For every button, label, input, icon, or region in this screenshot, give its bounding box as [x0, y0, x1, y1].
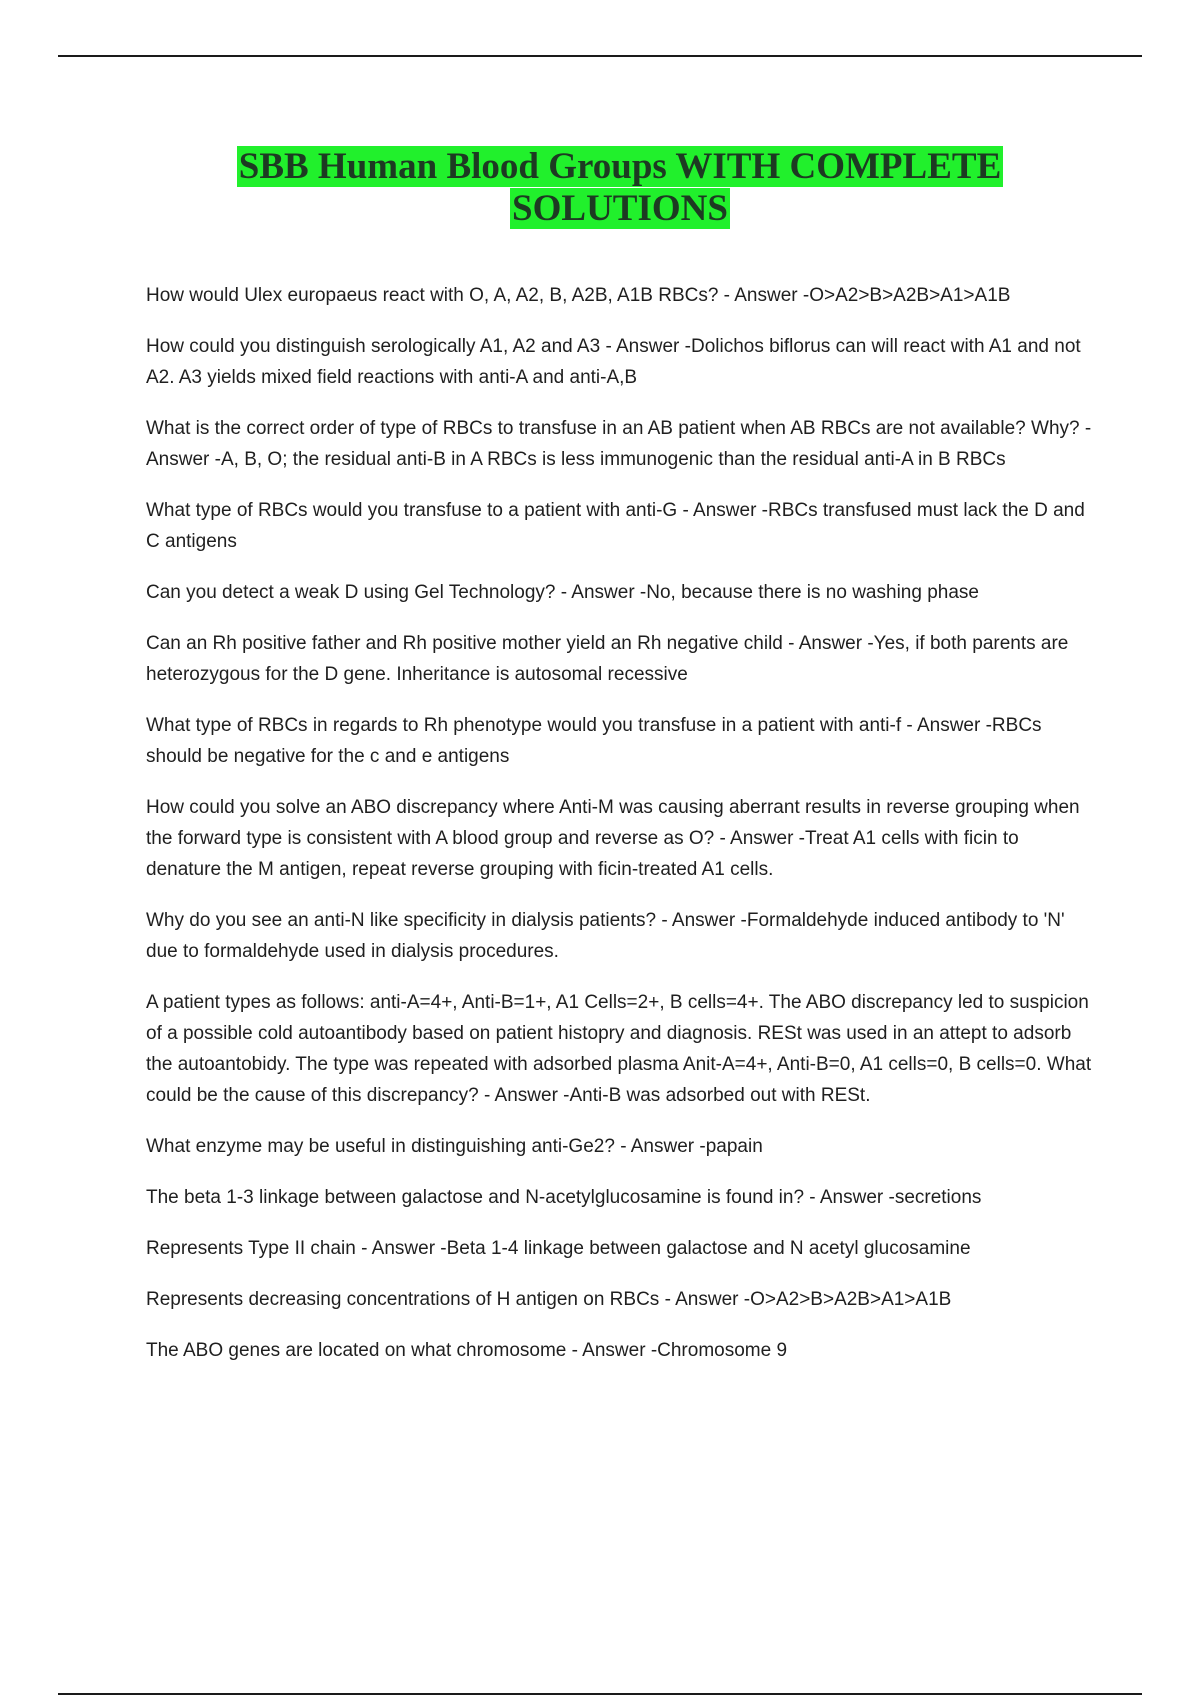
- document-title: [140, 146, 1100, 230]
- qa-item: Can an Rh positive father and Rh positive mother yield an Rh negative child - Answer -Yes, if both parents are heterozygous for the D gene. Inheritance is autosomal recessive: [146, 633, 1069, 685]
- qa-item: Why do you see an anti-N like specificity in dialysis patients? - Answer -Formaldehyde induced antibody to 'N' due to formaldehyde used in dialysis procedures.: [146, 910, 1065, 962]
- qa-item: What type of RBCs in regards to Rh phenotype would you transfuse in a patient with anti-f - Answer -RBCs should be negative for the c and e antigens: [146, 715, 1042, 767]
- qa-item: How would Ulex europaeus react with O, A, A2, B, A2B, A1B RBCs? - Answer -O>A2>B>A2B>A1>A1B: [146, 285, 1011, 306]
- qa-item: Represents Type II chain - Answer -Beta 1-4 linkage between galactose and N acetyl glucosamine: [146, 1238, 971, 1259]
- qa-item: What is the correct order of type of RBCs to transfuse in an AB patient when AB RBCs are not available? Why? - Answer -A, B, O; the residual anti-B in A RBCs is less immunogenic than the residual anti-A in B RBCs: [146, 418, 1092, 470]
- qa-list: [146, 280, 1096, 1386]
- qa-item: What type of RBCs would you transfuse to a patient with anti-G - Answer -RBCs transfused must lack the D and C antigens: [146, 500, 1085, 552]
- footer-rule: [58, 1693, 1142, 1695]
- qa-item: A patient types as follows: anti-A=4+, Anti-B=1+, A1 Cells=2+, B cells=4+. The ABO discrepancy led to suspicion of a possible cold autoantibody based on patient histopry and diagnosis. RESt was used in an attept to adsorb the autoantobidy. The type was repeated with adsorbed plasma Anit-A=4+, Anti-B=0, A1 cells=0, B cells=0. What could be the cause of this discrepancy? - Answer -Anti-B was adsorbed out with RESt.: [146, 992, 1092, 1106]
- document-title-text: SBB Human Blood Groups WITH COMPLETE SOLUTIONS: [238, 146, 1002, 229]
- qa-item: How could you solve an ABO discrepancy where Anti-M was causing aberrant results in reverse grouping when the forward type is consistent with A blood group and reverse as O? - Answer -Treat A1 cells with ficin to denature the M antigen, repeat reverse grouping with ficin-treated A1 cells.: [146, 797, 1080, 880]
- qa-item: The beta 1-3 linkage between galactose and N-acetylglucosamine is found in? - Answer -secretions: [146, 1187, 982, 1208]
- qa-item: How could you distinguish serologically A1, A2 and A3 - Answer -Dolichos biflorus can will react with A1 and not A2. A3 yields mixed field reactions with anti-A and anti-A,B: [146, 336, 1081, 388]
- qa-item: The ABO genes are located on what chromosome - Answer -Chromosome 9: [146, 1340, 788, 1361]
- qa-item: What enzyme may be useful in distinguishing anti-Ge2? - Answer -papain: [146, 1136, 763, 1157]
- qa-item: Can you detect a weak D using Gel Technology? - Answer -No, because there is no washing phase: [146, 582, 979, 603]
- qa-item: Represents decreasing concentrations of H antigen on RBCs - Answer -O>A2>B>A2B>A1>A1B: [146, 1289, 952, 1310]
- header-rule: [58, 55, 1142, 57]
